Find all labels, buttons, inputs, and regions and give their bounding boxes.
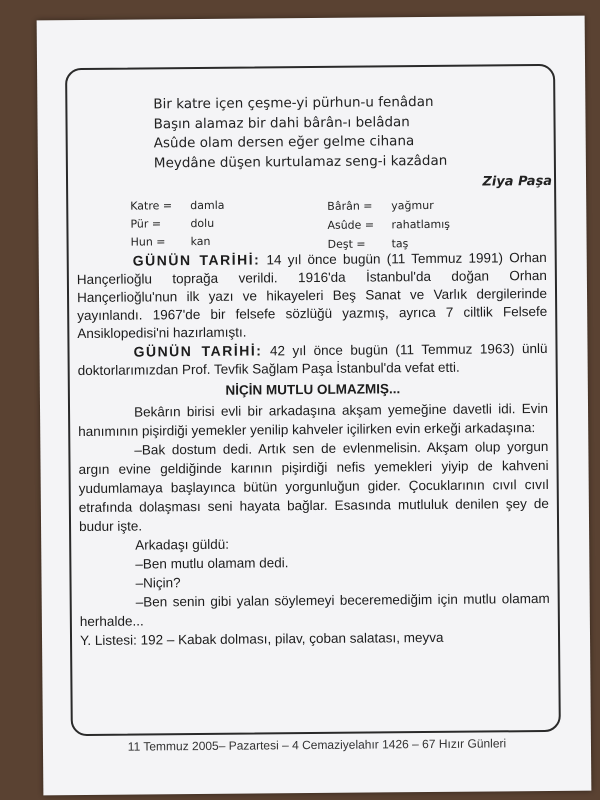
history-text: 42 yıl önce bugün (11 Temmuz 1963) ünlü doktorlarımızdan Prof. Tevfik Sağlam Paşa İstanbul'da vefat etti. [77, 340, 548, 379]
page-footer: 11 Temmuz 2005– Pazartesi – 4 Cemaziyelahır 1426 – 67 Hızır Günleri [127, 736, 507, 754]
history-text: 14 yıl önce bugün (11 Temmuz 1991) Orhan Hançerlioğlu toprağa verildi. 1916'da İstanbul'da doğan Orhan Hançerlioğlu'nun ilk yazı ve hikayeleri Beş Sanat ve Varlık dergilerinde yayınlandı. 1967'de bir felsefe sözlüğü yazmış, ayrıca 7 ciltlik Felsefe Ansiklopedisi'ni hazırlamıştı. [76, 249, 548, 342]
gloss-meaning: dolu [190, 216, 215, 231]
gloss-term: Katre = [130, 199, 173, 213]
gloss-term: Bârân = [327, 199, 373, 213]
gloss-term: Asûde = [327, 218, 375, 232]
history-label: GÜNÜN TARİHİ: [133, 342, 263, 360]
poem-line: Bir katre içen çeşme-yi pürhun-u fenâdan [153, 93, 434, 113]
gloss-meaning: yağmur [391, 198, 434, 213]
poem [153, 93, 447, 174]
history-entry [77, 248, 548, 343]
story-title: NİÇİN MUTLU OLMAZMIŞ... [225, 381, 401, 398]
article-body [77, 248, 550, 650]
story-paragraph: –Ben mutlu olamam dedi. [135, 555, 289, 572]
history-entry [77, 339, 547, 380]
gloss-meaning: kan [190, 234, 211, 249]
story-paragraph: Arkadaşı güldü: [135, 536, 230, 553]
gloss-meaning: rahatlamış [391, 217, 451, 232]
poem-line: Başın alamaz bir dahi bârân-ı belâdan [153, 113, 410, 132]
gloss-term: Hun = [130, 235, 166, 249]
poem-author: Ziya Paşa [482, 173, 553, 190]
gloss-meaning: damla [190, 198, 225, 213]
history-label: GÜNÜN TARİHİ: [132, 251, 261, 269]
story-paragraph: –Niçin? [135, 575, 181, 591]
story-paragraph: Bekârın birisi evli bir arkadaşına akşam yemeğine davetli idi. Evin hanımının pişirdiği yemekler yenilip kahveler içilirken evin erkeği arkadaşına: [78, 400, 549, 440]
gloss-term: Deşt = [327, 237, 366, 251]
calendar-page [37, 16, 592, 796]
gloss-meaning: taş [391, 237, 409, 251]
poem-line: Asûde olam dersen eğer gelme cihana [153, 133, 415, 152]
story-paragraph: –Ben senin gibi yalan söylemeyi beceremediğim için mutlu olamam herhalde... [79, 590, 550, 630]
menu-list: Y. Listesi: 192 – Kabak dolması, pilav, çoban salatası, meyva [79, 629, 444, 649]
gloss-term: Pür = [130, 217, 162, 231]
story-paragraph: –Bak dostum dedi. Artık sen de evlenmelisin. Akşam olup yorgun argın evine geldiğinde karının pişirdiği nefis yemekleri yiyip de kahveni yudumlamaya başlayınca bütün yorgunluğun gider. Çocuklarının cıvıl cıvıl etrafında dolaşması seni hayata bağlar. Esasında mutluluk denilen şey de budur işte. [78, 438, 549, 535]
poem-line: Meydâne düşen kurtulamaz seng-i kazâdan [153, 152, 448, 171]
